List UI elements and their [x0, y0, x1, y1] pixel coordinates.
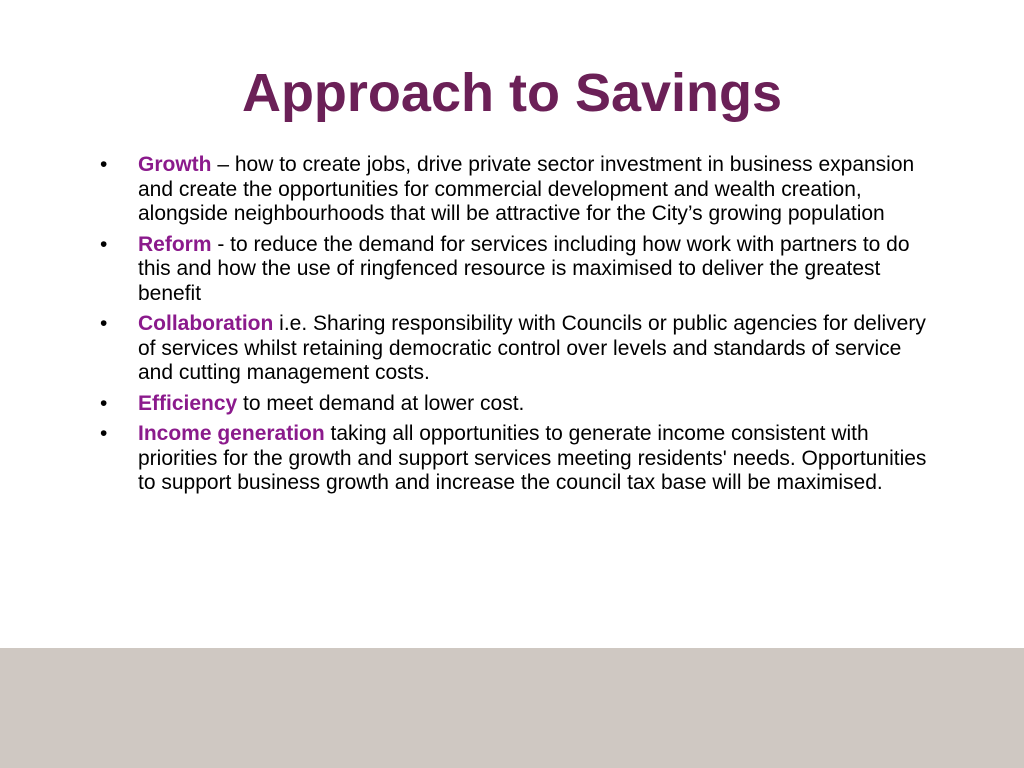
- bullet-text: taking all opportunities to generate income consistent with priorities for the growth and support services meeting residents' needs. Opportunities to support business growth and increase the council tax base will be maximised.: [138, 422, 927, 494]
- bullet-keyword: Reform: [138, 232, 212, 256]
- bullet-icon: •: [100, 312, 108, 335]
- bullet-text: – how to create jobs, drive private sector investment in business expansion and create the opportunities for commercial development and wealth creation, alongside neighbourhoods that will be attractive for the City’s growing population: [138, 153, 915, 225]
- bullet-keyword: Collaboration: [138, 312, 274, 335]
- bullet-text: - to reduce the demand for services including how work with partners to do this and how the use of ringfenced resource is maximised to deliver the greatest benefit: [138, 232, 910, 305]
- bullet-item-efficiency: [100, 392, 930, 417]
- bullet-text: to meet demand at lower cost.: [237, 391, 525, 415]
- bullet-keyword: Income generation: [138, 422, 325, 445]
- bullet-list: [100, 153, 930, 502]
- bullet-icon: •: [100, 422, 108, 445]
- bullet-item-growth: [100, 153, 930, 227]
- bullet-icon: •: [100, 232, 108, 256]
- bullet-icon: •: [100, 153, 108, 176]
- bullet-icon: •: [100, 391, 108, 415]
- slide-title: Approach to Savings: [241, 63, 783, 123]
- bullet-keyword: Efficiency: [138, 391, 238, 415]
- bullet-text: i.e. Sharing responsibility with Councils or public agencies for delivery of services whilst retaining democratic control over levels and standards of service and cutting management costs.: [138, 312, 926, 384]
- bullet-item-collaboration: [100, 312, 930, 386]
- bullet-item-income-generation: [100, 422, 930, 496]
- bullet-keyword: Growth: [138, 153, 212, 176]
- footer-band: [0, 648, 1024, 768]
- bullet-item-reform: [100, 233, 930, 307]
